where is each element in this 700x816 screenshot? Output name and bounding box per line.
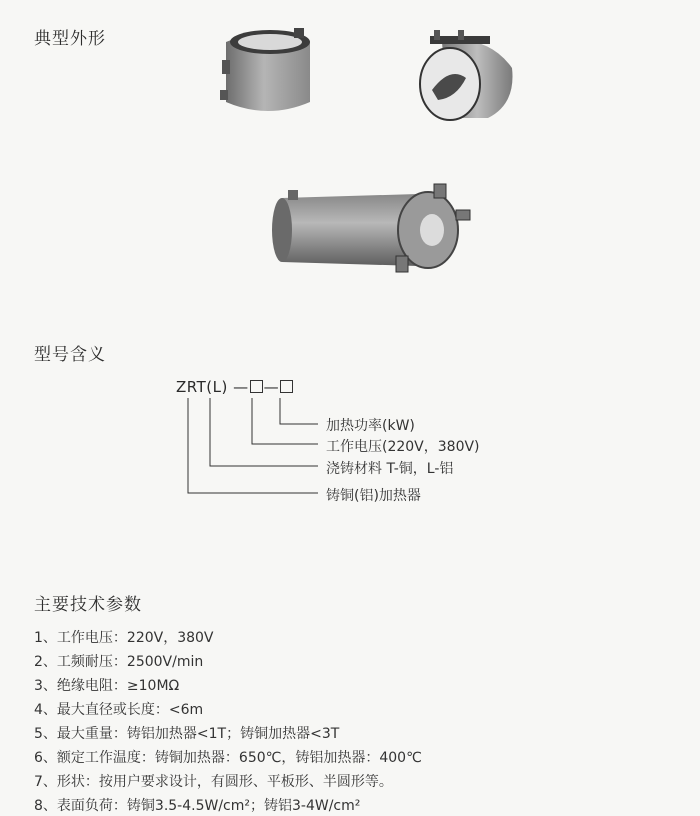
spec-item-temperature: 6、额定工作温度：铸铜加热器：650℃，铸铝加热器：400℃: [34, 750, 422, 766]
appearance-title: 典型外形: [34, 29, 106, 49]
legend-heater-type: 铸铜(铝)加热器: [326, 488, 421, 504]
spec-item-max-size: 4、最大直径或长度：<6m: [34, 702, 204, 718]
legend-material: 浇铸材料 T-铜，L-铝: [326, 461, 454, 477]
spec-item-insulation: 3、绝缘电阻：≥10MΩ: [34, 678, 180, 694]
spec-item-max-weight: 5、最大重量：铸铝加热器<1T；铸铜加热器<3T: [34, 726, 340, 742]
spec-item-voltage: 1、工作电压：220V，380V: [34, 630, 214, 646]
model-code-dash-2: —: [263, 378, 280, 396]
legend-power: 加热功率(kW): [326, 418, 415, 434]
spec-item-surface-load: 8、表面负荷：铸铜3.5-4.5W/cm²；铸铝3-4W/cm²: [34, 798, 361, 814]
model-code-dash-1: —: [233, 378, 249, 396]
model-code-prefix: ZRT(L): [176, 378, 228, 396]
spec-item-withstand-voltage: 2、工频耐压：2500V/min: [34, 654, 204, 670]
legend-voltage: 工作电压(220V，380V): [326, 439, 480, 455]
spec-item-shape: 7、形状：按用户要求设计，有圆形、平板形、半圆形等。: [34, 774, 393, 790]
model-title: 型号含义: [34, 345, 106, 365]
specs-title: 主要技术参数: [34, 595, 142, 615]
